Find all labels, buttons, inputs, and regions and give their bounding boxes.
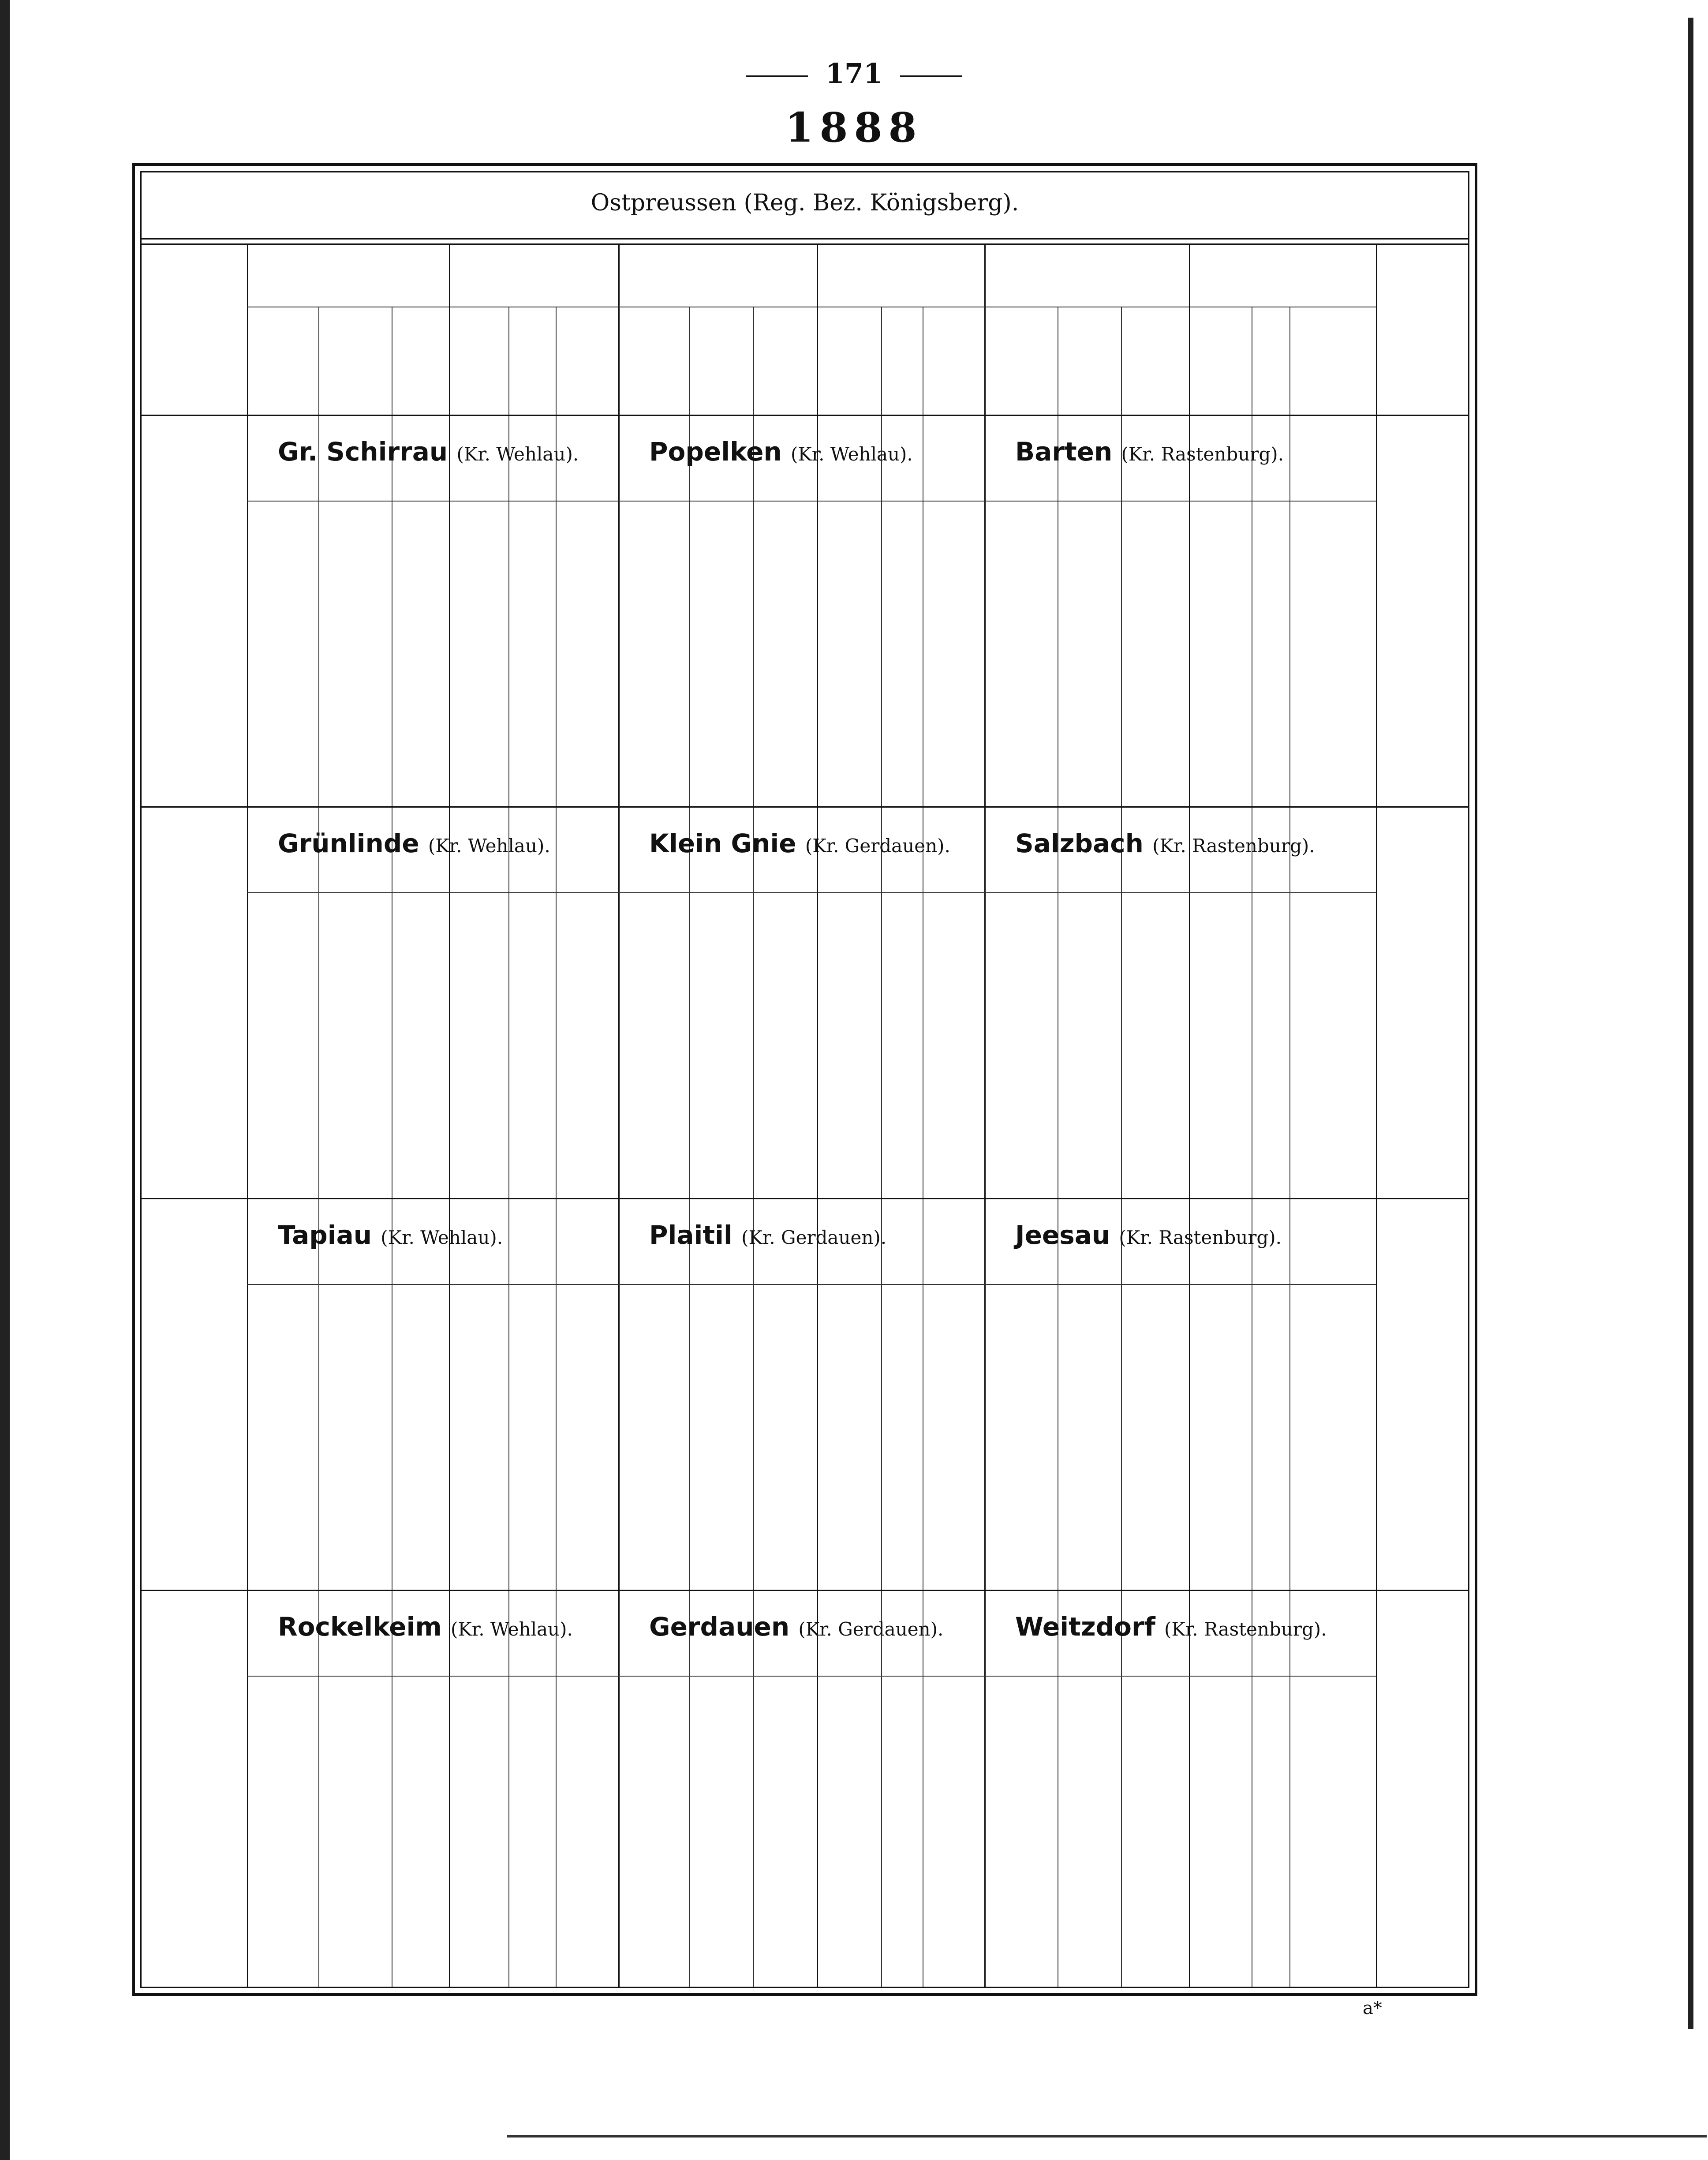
station-title: Barten (1015, 437, 1113, 467)
station-kreis: (Kr. Wehlau). (381, 1227, 503, 1248)
block-0-station-rule (247, 501, 1376, 502)
hdr-s2-col-rule-2 (1121, 307, 1122, 1988)
hdr-s1-col-rule-3 (817, 307, 818, 1988)
table-bottom-rule (140, 1987, 1469, 1988)
block-3-top-rule (140, 1590, 1469, 1591)
station-kreis: (Kr. Rastenburg). (1119, 1227, 1282, 1248)
region-rule (140, 238, 1469, 240)
station-name (1015, 1612, 1327, 1642)
station-kreis: (Kr. Rastenburg). (1152, 835, 1315, 857)
station-name (278, 1612, 573, 1642)
hdr-s1-col-rule-4 (881, 307, 882, 1988)
station-name (278, 437, 579, 467)
station-name (1015, 1220, 1282, 1250)
station-name (649, 437, 913, 467)
station-name (649, 1220, 886, 1250)
station-title: Salzbach (1015, 828, 1144, 858)
station-title: Gerdauen (649, 1612, 790, 1642)
station-title: Plaitil (649, 1220, 733, 1250)
hdr-s0-group-split (449, 243, 450, 307)
scan-edge-right (1688, 18, 1693, 2029)
page-year: 1888 (785, 104, 923, 151)
hdr-s0-col-rule-1 (318, 307, 319, 1988)
station-title: Popelken (649, 437, 782, 467)
block-1-top-rule (140, 806, 1469, 808)
page-number: 171 (0, 57, 1708, 90)
station-title: Jeesau (1015, 1220, 1110, 1250)
hdr-s1-group-split (817, 243, 818, 307)
block-1-station-rule (247, 892, 1376, 893)
block-3-station-rule (247, 1676, 1376, 1677)
station-name (649, 828, 950, 858)
station-name (1015, 437, 1284, 467)
hdr-s2-col-rule-5 (1289, 307, 1290, 1988)
monat-right-col-rule (1376, 243, 1377, 1988)
station-title: Gr. Schirrau (278, 437, 448, 467)
station-name (278, 828, 550, 858)
station-title: Grünlinde (278, 828, 419, 858)
station-name (1015, 828, 1315, 858)
hdr-s2-col-rule-3 (1189, 307, 1190, 1988)
hdr-s2-group-rule (984, 243, 986, 1988)
hdr-s0-col-rule-4 (508, 307, 509, 1988)
station-kreis: (Kr. Gerdauen). (741, 1227, 887, 1248)
footnote-mark: a* (1363, 1998, 1382, 2018)
station-name (278, 1220, 503, 1250)
region-rule-double (140, 243, 1469, 245)
station-kreis: (Kr. Wehlau). (451, 1618, 573, 1640)
block-2-station-rule (247, 1284, 1376, 1285)
hdr-s1-col-rule-2 (753, 307, 754, 1988)
station-title: Klein Gnie (649, 828, 796, 858)
hdr-s0-col-rule-5 (556, 307, 557, 1988)
station-title: Rockelkeim (278, 1612, 442, 1642)
station-kreis: (Kr. Wehlau). (456, 443, 579, 465)
station-kreis: (Kr. Wehlau). (428, 835, 550, 857)
station-kreis: (Kr. Rastenburg). (1121, 443, 1284, 465)
station-kreis: (Kr. Gerdauen). (798, 1618, 944, 1640)
station-kreis: (Kr. Wehlau). (790, 443, 913, 465)
station-kreis: (Kr. Gerdauen). (805, 835, 950, 857)
station-name (649, 1612, 943, 1642)
station-kreis: (Kr. Rastenburg). (1164, 1618, 1327, 1640)
station-title: Weitzdorf (1015, 1612, 1155, 1642)
hdr-s0-col-rule-3 (449, 307, 450, 1988)
hdr-s0-group-rule (247, 243, 248, 1988)
hdr-s1-col-rule-1 (689, 307, 690, 1988)
hdr-s1-group-rule (618, 243, 620, 1988)
scan-edge-left (0, 0, 10, 2160)
station-title: Tapiau (278, 1220, 372, 1250)
block-2-top-rule (140, 1198, 1469, 1199)
region-title: Ostpreussen (Reg. Bez. Königsberg). (591, 190, 1019, 216)
hdr-s2-group-split (1189, 243, 1190, 307)
scan-edge-bottom (507, 2135, 1707, 2138)
header-bottom-rule (140, 415, 1469, 416)
